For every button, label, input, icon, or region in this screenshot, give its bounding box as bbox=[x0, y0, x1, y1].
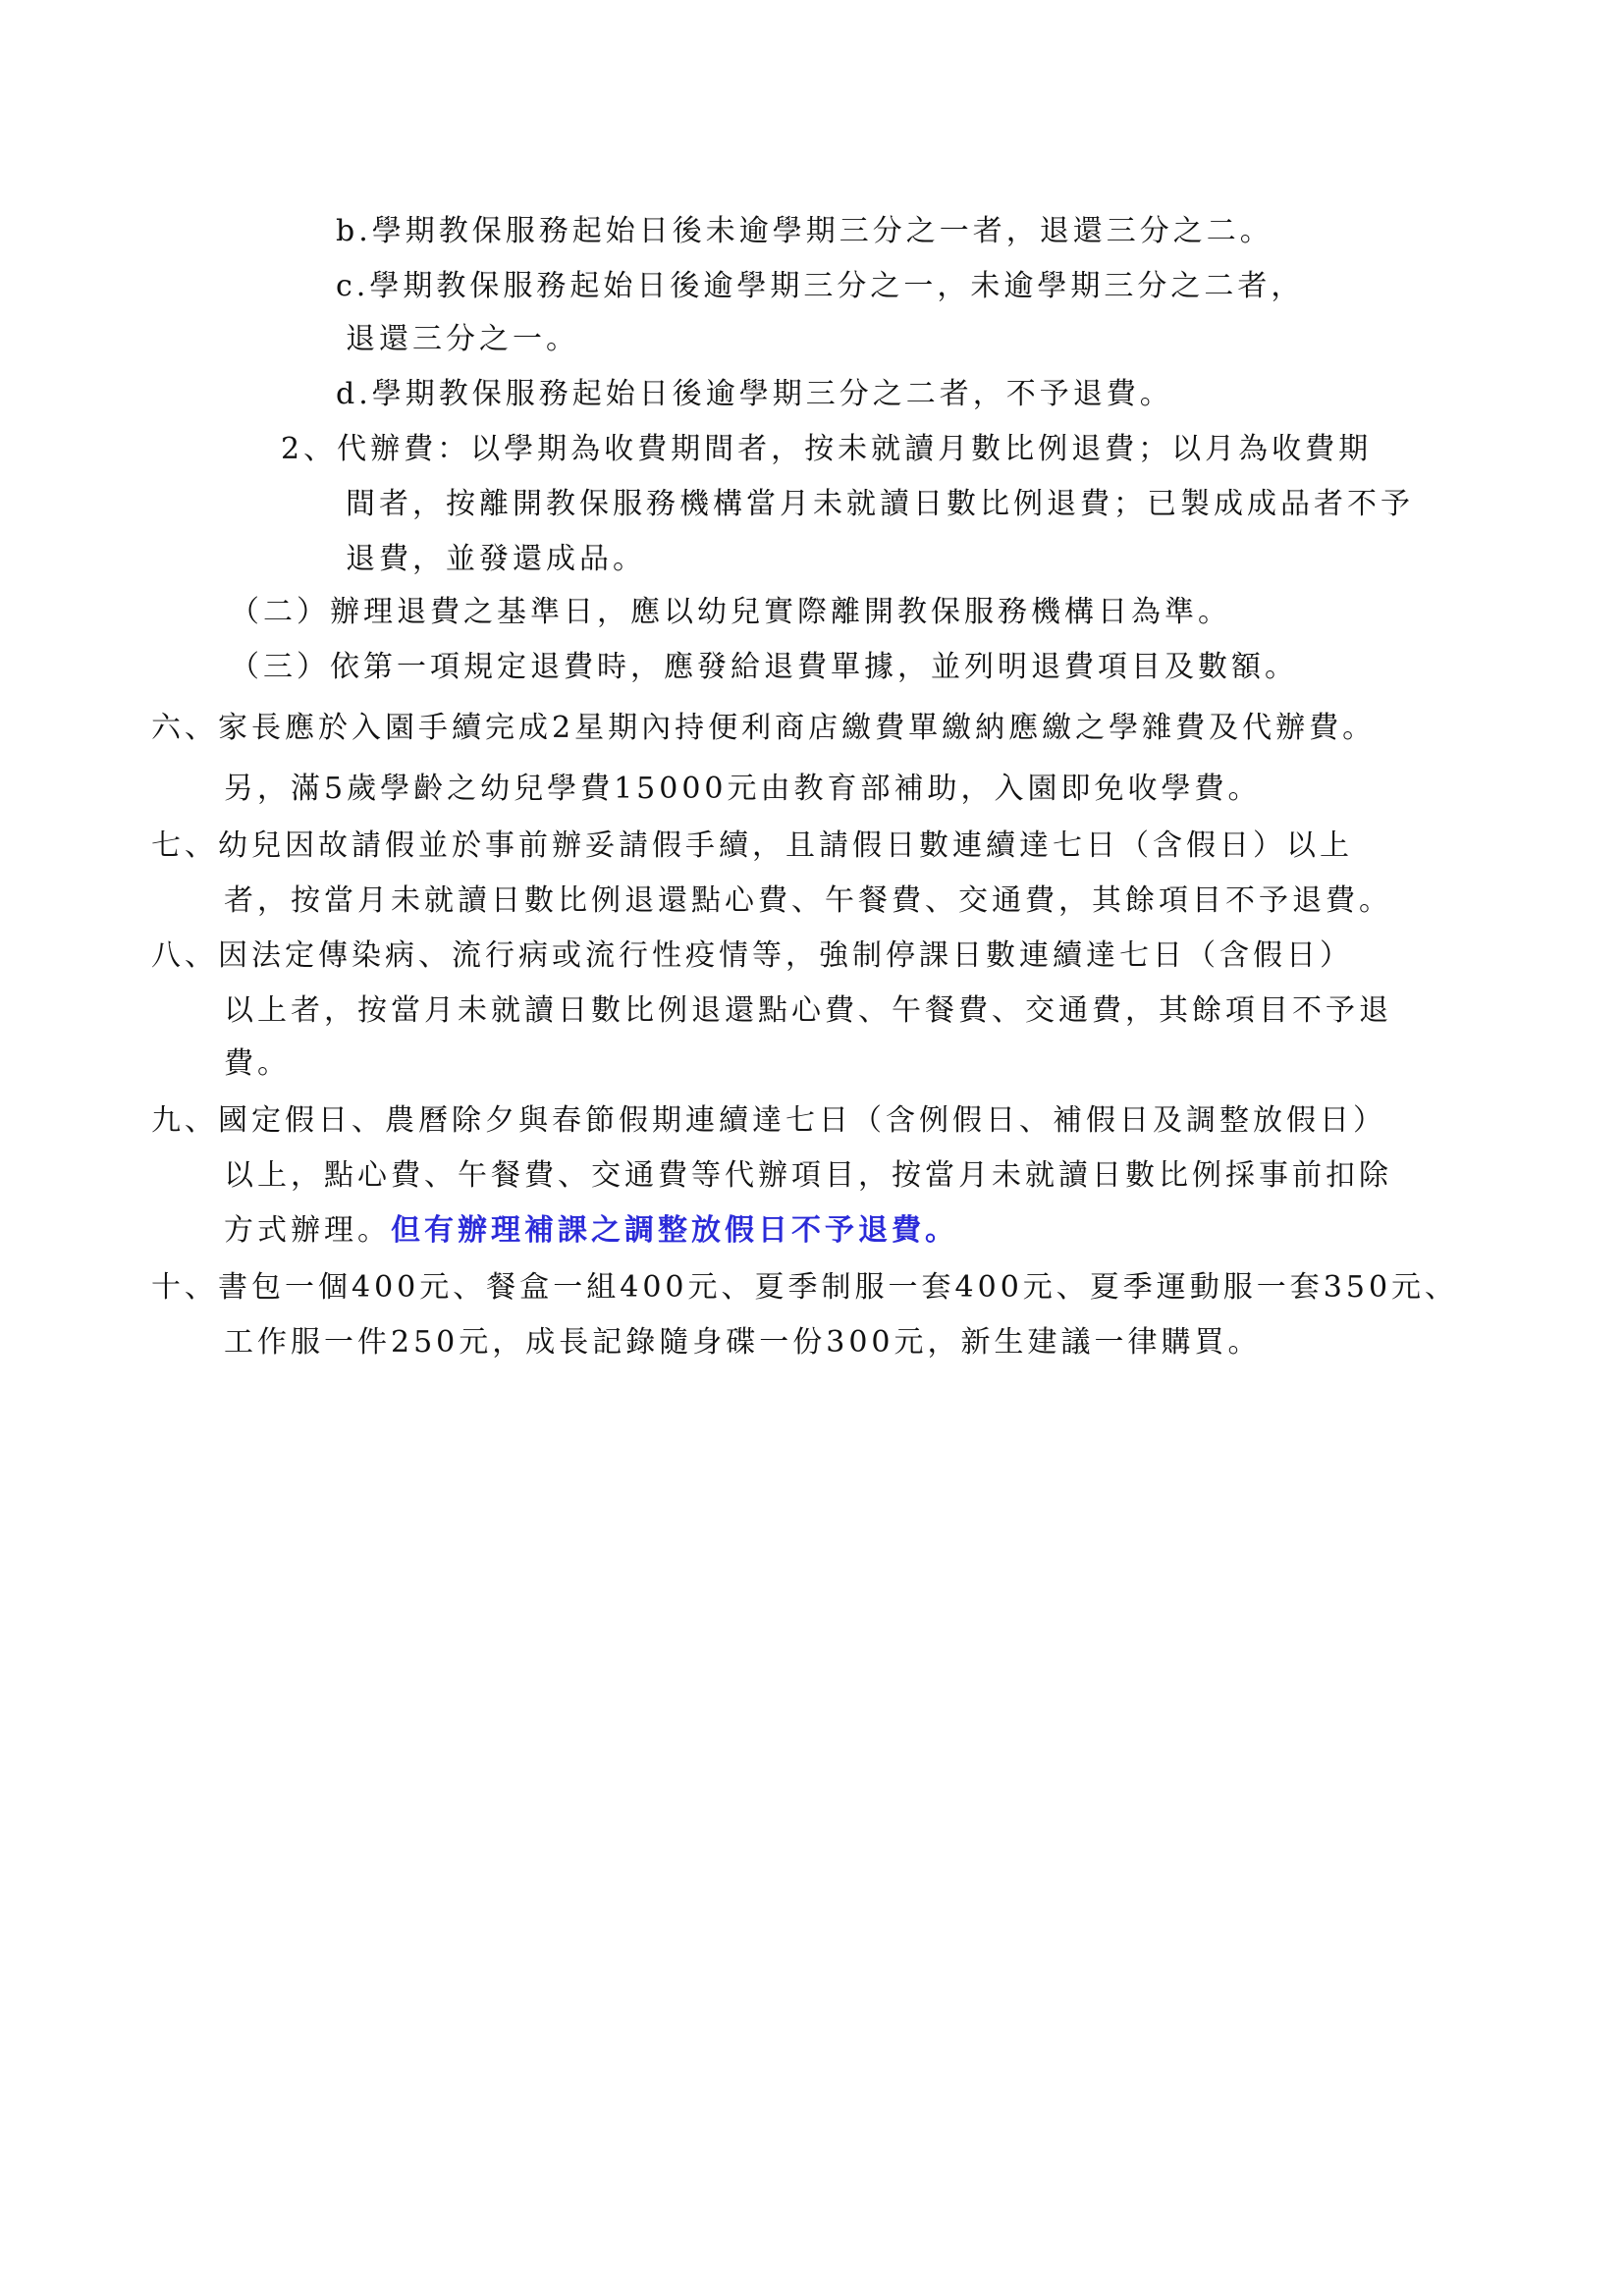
line-item-two: （二）辦理退費之基準日，應以幼兒實際離開教保服務機構日為準。 bbox=[230, 595, 1231, 629]
line-section-seven: 七、幼兒因故請假並於事前辦妥請假手續，且請假日數連續達七日（含假日）以上 bbox=[151, 828, 1353, 863]
line-agency-fee-cont2: 退費，並發還成品。 bbox=[346, 542, 646, 576]
line-section-eight-cont1: 以上者，按當月未就讀日數比例退還點心費、午餐費、交通費，其餘項目不予退 bbox=[224, 993, 1392, 1028]
line-agency-fee-cont1: 間者，按離開教保服務機構當月未就讀日數比例退費；已製成成品者不予 bbox=[346, 487, 1414, 521]
line-section-six: 六、家長應於入園手續完成2星期內持便利商店繳費單繳納應繳之學雜費及代辦費。 bbox=[151, 711, 1377, 745]
highlighted-note: 但有辦理補課之調整放假日不予退費。 bbox=[391, 1213, 958, 1248]
line-section-ten-cont: 工作服一件250元，成長記錄隨身碟一份300元，新生建議一律購買。 bbox=[224, 1325, 1262, 1360]
line-agency-fee: 2、代辦費：以學期為收費期間者，按未就讀月數比例退費；以月為收費期 bbox=[281, 432, 1373, 466]
line-refund-d: d.學期教保服務起始日後逾學期三分之二者，不予退費。 bbox=[336, 377, 1173, 411]
line-refund-c-cont: 退還三分之一。 bbox=[346, 322, 579, 356]
line-section-nine: 九、國定假日、農曆除夕與春節假期連續達七日（含例假日、補假日及調整放假日） bbox=[151, 1103, 1386, 1138]
line-section-nine-cont2 bbox=[224, 1211, 958, 1251]
line-refund-c: c.學期教保服務起始日後逾學期三分之一，未逾學期三分之二者， bbox=[336, 269, 1305, 303]
line-refund-b: b.學期教保服務起始日後未逾學期三分之一者，退還三分之二。 bbox=[336, 214, 1273, 248]
line-section-ten: 十、書包一個400元、餐盒一組400元、夏季制服一套400元、夏季運動服一套350元、 bbox=[151, 1270, 1459, 1305]
plain-text: 方式辦理。 bbox=[224, 1213, 391, 1248]
line-section-seven-cont: 者，按當月未就讀日數比例退還點心費、午餐費、交通費，其餘項目不予退費。 bbox=[224, 883, 1392, 918]
line-section-eight: 八、因法定傳染病、流行病或流行性疫情等，強制停課日數連續達七日（含假日） bbox=[151, 938, 1353, 973]
line-section-eight-cont2: 費。 bbox=[224, 1046, 291, 1081]
line-item-three: （三）依第一項規定退費時，應發給退費單據，並列明退費項目及數額。 bbox=[230, 650, 1298, 684]
line-section-nine-cont1: 以上，點心費、午餐費、交通費等代辦項目，按當月未就讀日數比例採事前扣除 bbox=[224, 1158, 1392, 1193]
line-section-six-cont: 另，滿5歲學齡之幼兒學費15000元由教育部補助，入園即免收學費。 bbox=[224, 772, 1262, 806]
